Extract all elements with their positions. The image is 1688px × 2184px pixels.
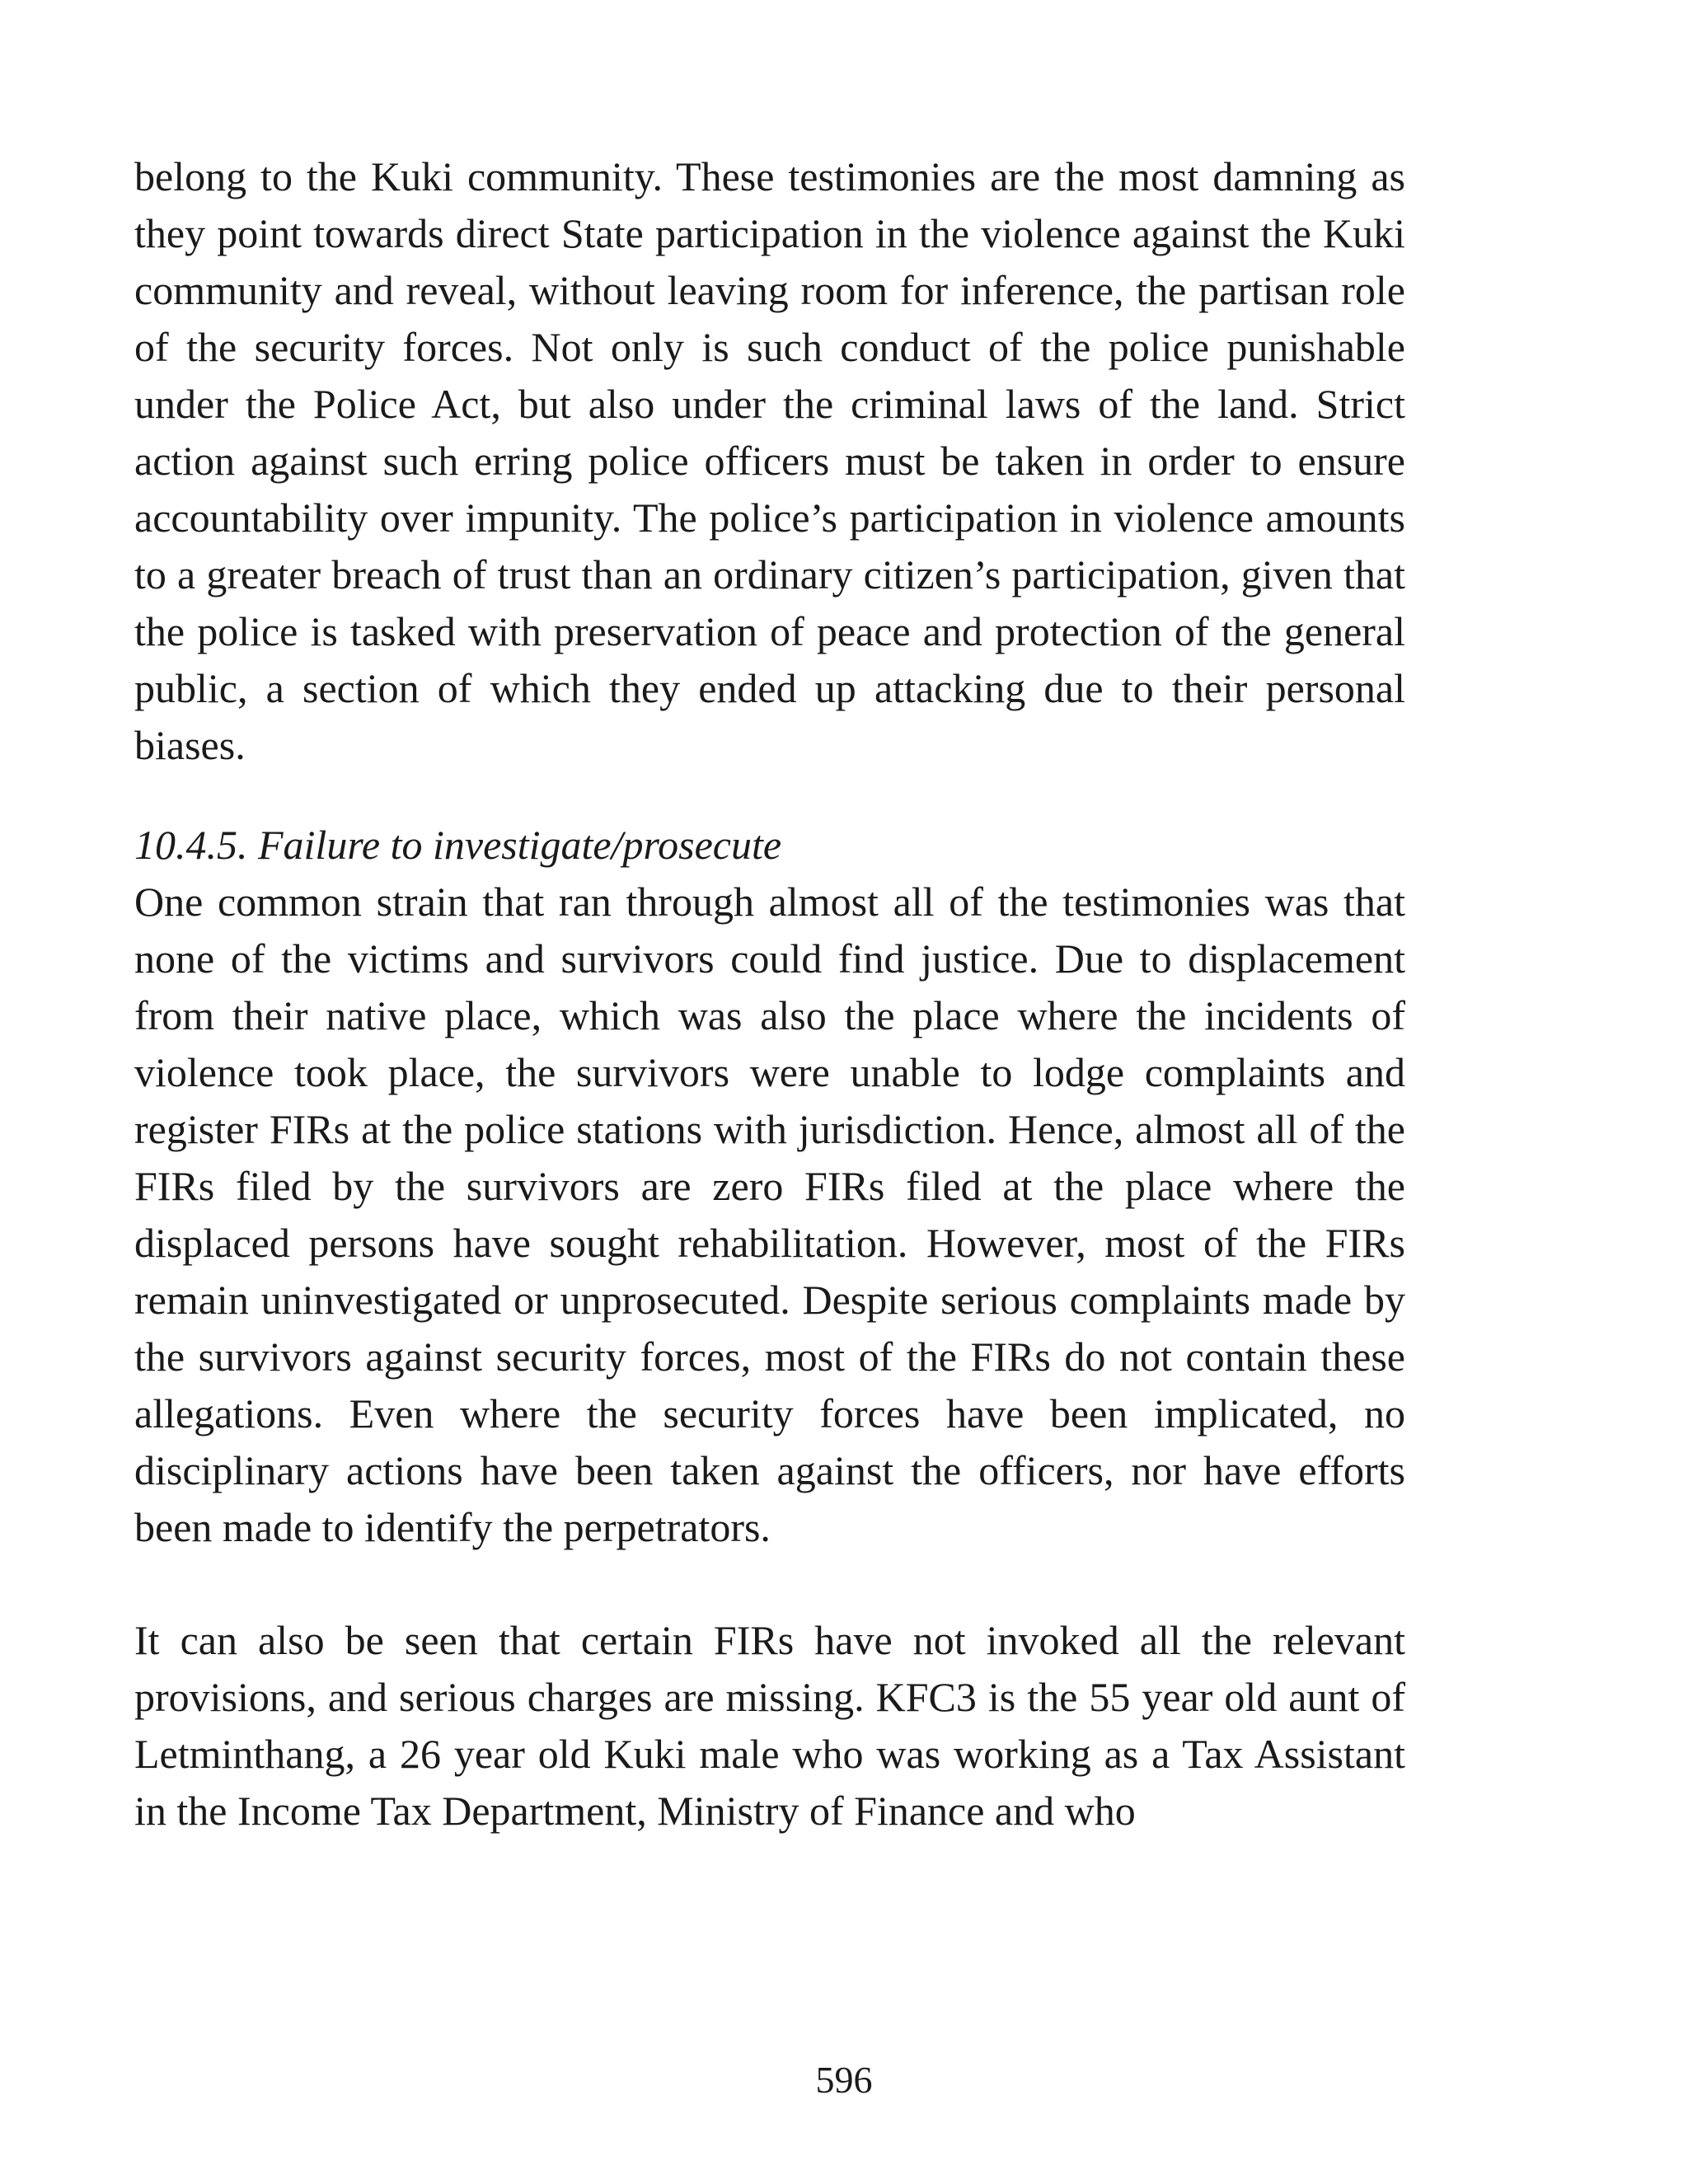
body-paragraph-2: One common strain that ran through almost all of the testimonies was that none of the victims and survivors could find justice. Due to displacement from their native place, which was also the place where the incidents of violence took place, the survivors were unable to lodge complaints and register FIRs at the police stations with jurisdiction. Hence, almost all of the FIRs filed by the survivors are zero FIRs filed at the place where the displaced persons have sought rehabilitation. However, most of the FIRs remain uninvestigated or unprosecuted. Despite serious complaints made by the survivors against security forces, most of the FIRs do not contain these allegations. Even where the security forces have been implicated, no disciplinary actions have been taken against the officers, nor have efforts been made to identify the perpetrators.: [134, 879, 1405, 1550]
page-body: [134, 148, 1405, 1840]
body-paragraph-3: It can also be seen that certain FIRs have not invoked all the relevant provisions, and serious charges are missing. KFC3 is the 55 year old aunt of Letminthang, a 26 year old Kuki male who was working as a Tax Assistant in the Income Tax Department, Ministry of Finance and who: [134, 1617, 1405, 1834]
section-heading: 10.4.5. Failure to investigate/prosecute: [134, 822, 782, 868]
body-paragraph-1: belong to the Kuki community. These testimonies are the most damning as they point towards direct State participation in the violence against the Kuki community and reveal, without leaving room for inference, the partisan role of the security forces. Not only is such conduct of the police punishable under the Police Act, but also under the criminal laws of the land. Strict action against such erring police officers must be taken in order to ensure accountability over impunity. The police’s participation in violence amounts to a greater breach of trust than an ordinary citizen’s participation, given that the police is tasked with preservation of peace and protection of the general public, a section of which they ended up attacking due to their personal biases.: [134, 153, 1405, 768]
page-number: 596: [815, 2059, 873, 2101]
